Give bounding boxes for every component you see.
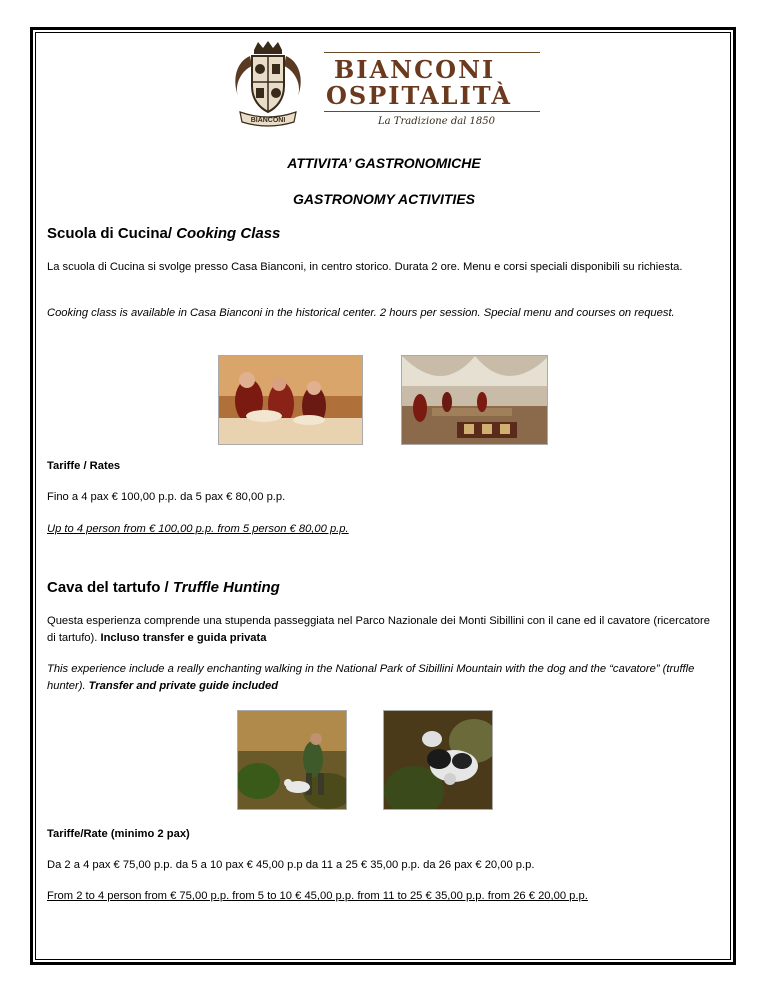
brand-line2: OSPITALITÀ <box>326 81 512 110</box>
truffle-heading-en: Truffle Hunting <box>172 579 280 596</box>
truffle-photo-1 <box>237 710 347 810</box>
bianconi-logo <box>228 40 544 130</box>
title-italian: ATTIVITA’ GASTRONOMICHE <box>287 155 481 171</box>
cooking-desc-en: Cooking class is available in Casa Bianconi in the historical center. 2 hours per session. Special menu and courses on request. <box>47 307 675 319</box>
cooking-heading-en: Cooking Class <box>176 225 281 242</box>
cooking-rates-en-text: Up to 4 person from € 100,00 p.p. from 5 person € 80,00 p.p. <box>47 523 349 535</box>
brand-wordmark <box>324 52 544 127</box>
truffle-heading <box>47 579 280 596</box>
cooking-desc-it: La scuola di Cucina si svolge presso Casa Bianconi, in centro storico. Durata 2 ore. Menu e corsi speciali disponibili su richiesta. <box>47 261 683 273</box>
brand-rule-bottom <box>324 111 540 112</box>
truffle-heading-it: Cava del tartufo / <box>47 579 169 596</box>
brand-line1: BIANCONI <box>334 55 496 84</box>
cooking-rates-label: Tariffe / Rates <box>47 460 121 472</box>
cooking-photo-2 <box>401 355 548 445</box>
truffle-desc-it <box>47 613 719 647</box>
brand-tagline: La Tradizione dal 1850 <box>378 116 496 127</box>
truffle-rates-en <box>47 888 719 905</box>
cooking-photo-1 <box>218 355 363 445</box>
truffle-desc-en-text: This experience include a really enchanting walking in the National Park of Sibillini Mountain with the dog and the “cavatore” (truffle hunter). <box>47 663 695 692</box>
truffle-rates-it: Da 2 a 4 pax € 75,00 p.p. da 5 a 10 pax € 45,00 p.p da 11 a 25 € 35,00 p.p. da 26 pax € 20,00 p.p. <box>47 859 535 871</box>
truffle-photo-2 <box>383 710 493 810</box>
truffle-desc-en <box>47 661 719 695</box>
title-english: GASTRONOMY ACTIVITIES <box>292 191 475 207</box>
truffle-desc-it-bold: Incluso transfer e guida privata <box>100 632 267 644</box>
truffle-rates-en-text: From 2 to 4 person from € 75,00 p.p. from 5 to 10 € 45,00 p.p. from 11 to 25 € 35,00 p.p. from 26 € 20,00 p.p. <box>47 890 588 902</box>
truffle-desc-it-text: Questa esperienza comprende una stupenda passeggiata nel Parco Nazionale dei Monti Sibillini con il cane ed il cavatore (ricercatore di tartufo). <box>47 615 710 644</box>
crest-ribbon-text: BIANCONI <box>250 117 286 124</box>
truffle-desc-en-bold: Transfer and private guide included <box>88 680 279 692</box>
cooking-heading <box>47 225 280 242</box>
truffle-rates-label: Tariffe/Rate (minimo 2 pax) <box>47 828 190 840</box>
crest-icon <box>228 40 308 128</box>
cooking-heading-it: Scuola di Cucina/ <box>47 225 173 242</box>
brand-rule-top <box>324 52 540 53</box>
cooking-rates-en <box>47 521 719 538</box>
cooking-rates-it: Fino a 4 pax € 100,00 p.p. da 5 pax € 80,00 p.p. <box>47 491 286 503</box>
